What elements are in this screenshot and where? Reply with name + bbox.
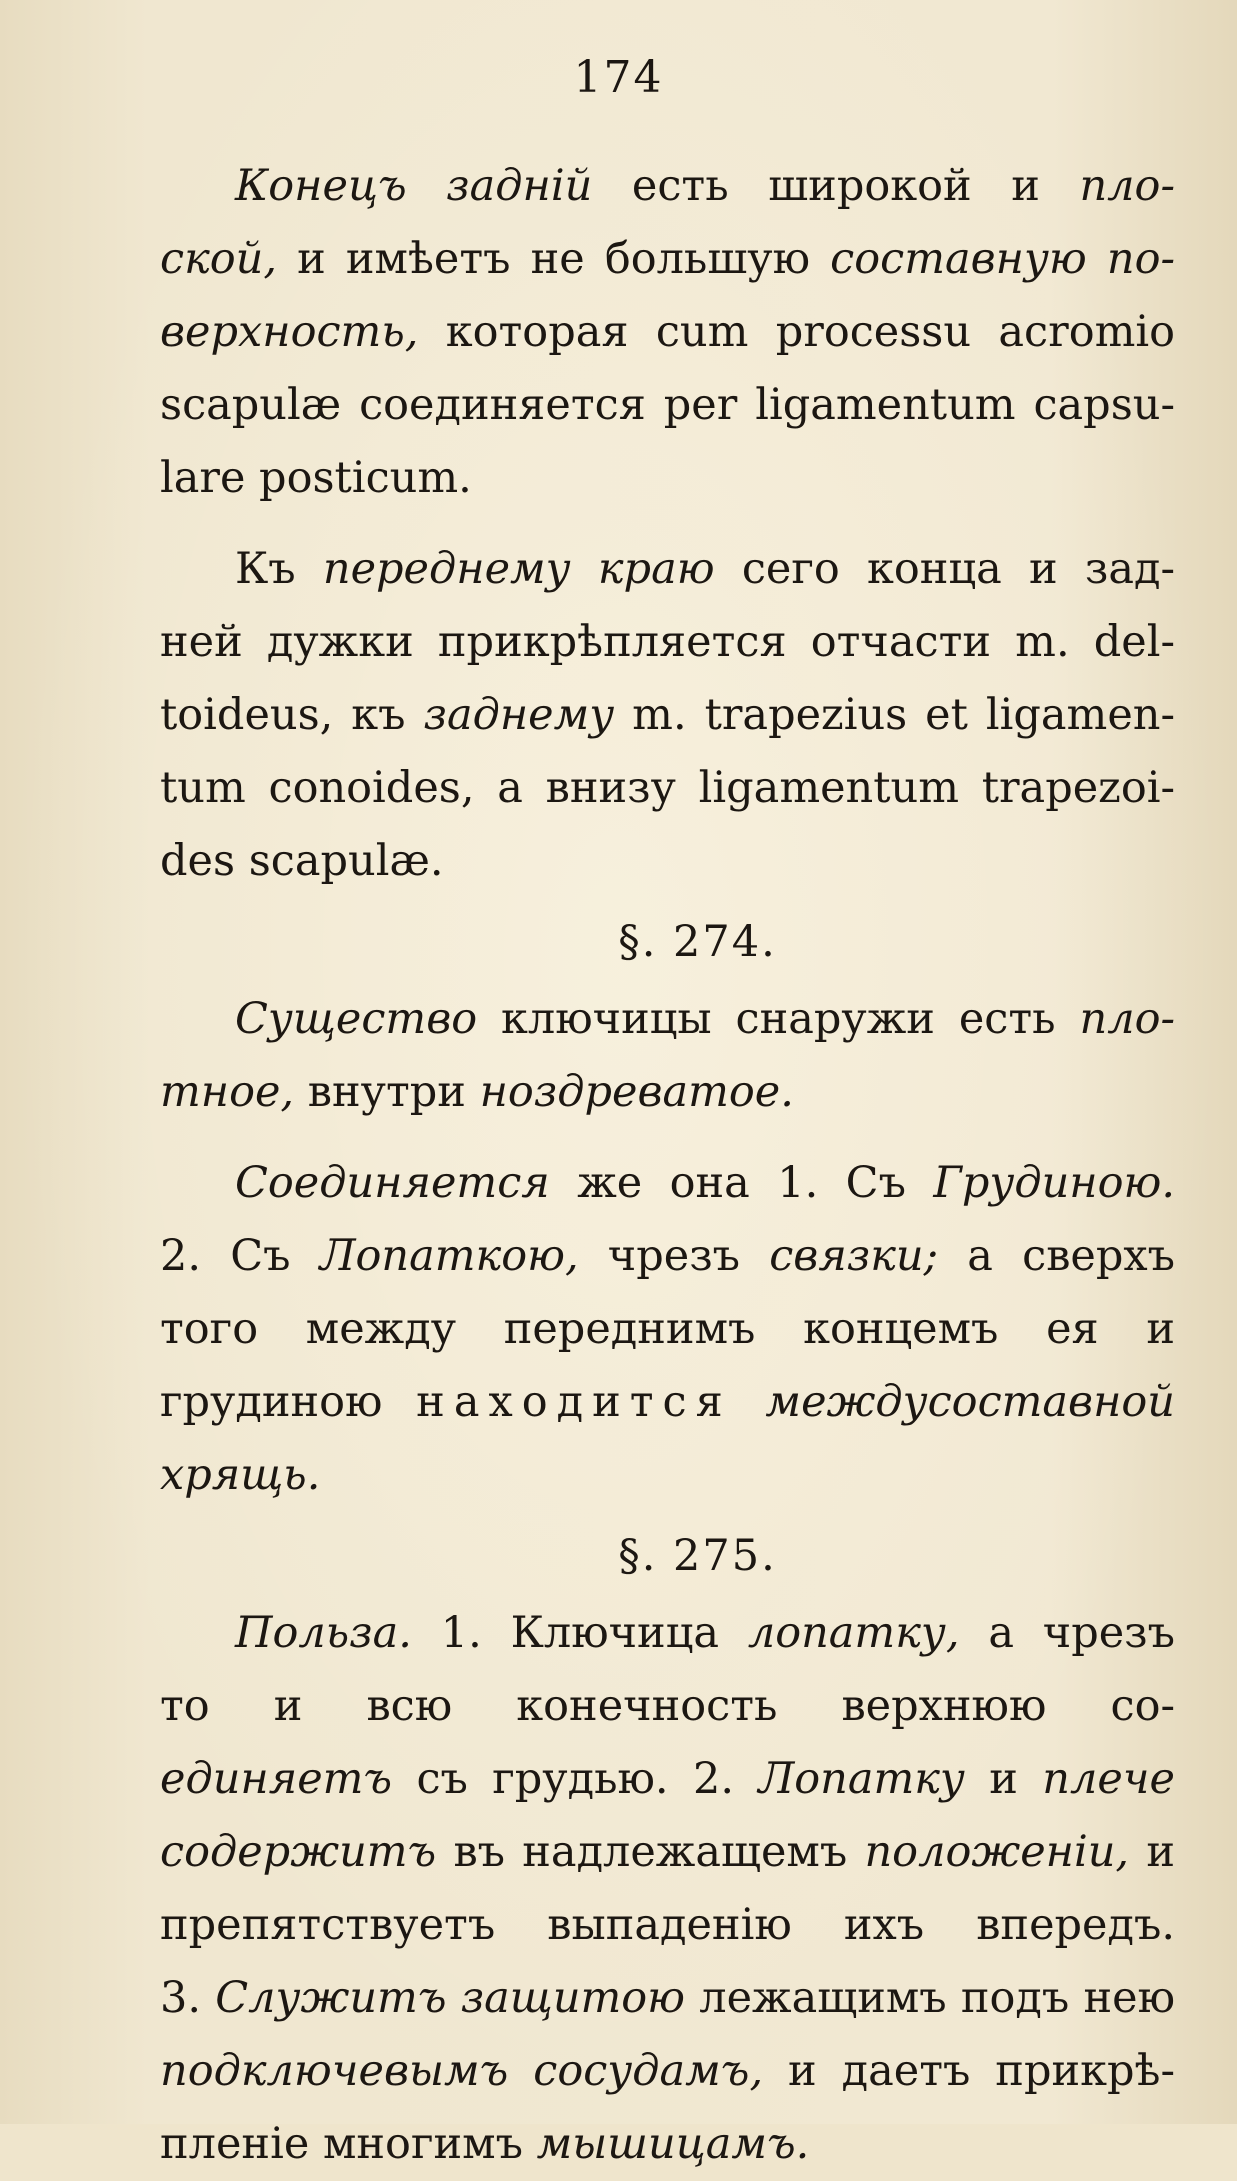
italic-term: Лопатку — [758, 1754, 965, 1804]
text-run: съ грудью. 2. — [392, 1754, 759, 1804]
text-line — [160, 1889, 1175, 1962]
text-line — [160, 442, 1175, 515]
text-run: есть широкой и — [592, 161, 1080, 211]
text-line — [160, 369, 1175, 442]
text-run: и — [1129, 1827, 1176, 1877]
text-line — [160, 533, 1175, 606]
text-line — [160, 223, 1175, 296]
italic-term: положеніи, — [864, 1827, 1130, 1877]
text-run: des scapulæ. — [160, 836, 444, 886]
italic-term: заднему — [423, 690, 615, 740]
text-run: лежащимъ подъ нею — [685, 1973, 1176, 2023]
text-run: Къ — [235, 544, 323, 594]
text-run: сего конца и зад- — [714, 544, 1175, 594]
text-run: которая cum processu acromio — [418, 307, 1175, 357]
text-run: m. trapezius et ligamen- — [614, 690, 1175, 740]
text-line — [160, 1743, 1175, 1816]
text-run: а чрезъ — [959, 1608, 1175, 1658]
text-run: находится — [416, 1377, 732, 1427]
italic-term: составную по- — [830, 234, 1175, 284]
italic-term: единяетъ — [160, 1754, 393, 1804]
text-run: же она 1. Съ — [549, 1158, 934, 1208]
text-line — [160, 679, 1175, 752]
text-line — [160, 825, 1175, 898]
text-run: внутри — [294, 1067, 480, 1117]
italic-term: связки; — [769, 1231, 939, 1281]
text-run: и имѣетъ не большую — [277, 234, 831, 284]
italic-term: междусоставной — [765, 1377, 1175, 1427]
italic-term: Служитъ защитою — [215, 1973, 686, 2023]
page-body — [160, 150, 1175, 2181]
text-run: 1. Ключица — [411, 1608, 748, 1658]
italic-term: хрящь. — [160, 1450, 321, 1500]
text-run: грудиною — [160, 1377, 417, 1427]
page-number: 174 — [573, 52, 664, 103]
text-line — [160, 2108, 1175, 2181]
text-run: 3. — [160, 1973, 216, 2023]
italic-term: Грудиною. — [933, 1158, 1175, 1208]
paragraph — [160, 1597, 1175, 2181]
italic-term: переднему краю — [322, 544, 715, 594]
section-275-body — [160, 1597, 1175, 2181]
italic-term: подключевымъ сосудамъ, — [160, 2046, 764, 2096]
text-line — [160, 150, 1175, 223]
text-line — [160, 1962, 1175, 2035]
section-heading-275: §. 275. — [618, 1531, 777, 1581]
text-line — [160, 1293, 1175, 1366]
italic-term: верхность, — [160, 307, 419, 357]
italic-term: плече — [1042, 1754, 1175, 1804]
italic-term: Польза. — [235, 1608, 412, 1658]
text-line — [160, 1220, 1175, 1293]
text-run: и — [964, 1754, 1043, 1804]
text-run: въ надлежащемъ — [436, 1827, 865, 1877]
italic-term: лопатку, — [747, 1608, 960, 1658]
text-run: пленіе многимъ — [160, 2119, 537, 2169]
text-run: того между переднимъ концемъ ея и — [160, 1304, 1175, 1354]
italic-term: Конецъ задній — [235, 161, 593, 211]
italic-term: ноздреватое. — [479, 1067, 794, 1117]
text-run: 2. Съ — [160, 1231, 320, 1281]
text-line — [160, 1056, 1175, 1129]
text-run: tum conoides, а внизу ligamentum trapezoi- — [160, 763, 1175, 813]
text-run: чрезъ — [578, 1231, 770, 1281]
text-line — [160, 1439, 1175, 1512]
italic-term: ской, — [160, 234, 278, 284]
text-run: то и всю конечность верхнюю со- — [160, 1681, 1175, 1731]
paragraph — [160, 1147, 1175, 1512]
section-heading-274: §. 274. — [618, 917, 777, 967]
paragraph — [160, 150, 1175, 515]
italic-term: Соединяется — [235, 1158, 550, 1208]
italic-term: мышицамъ. — [536, 2119, 810, 2169]
text-line — [160, 296, 1175, 369]
italic-term: пло- — [1079, 161, 1175, 211]
paragraph — [160, 533, 1175, 898]
text-run: ней дужки прикрѣпляется отчасти m. del- — [160, 617, 1175, 667]
text-line — [160, 1816, 1175, 1889]
text-line — [160, 752, 1175, 825]
text-line — [160, 1597, 1175, 1670]
text-run — [732, 1377, 766, 1427]
italic-term: тное, — [160, 1067, 295, 1117]
text-run: и даетъ прикрѣ- — [763, 2046, 1175, 2096]
italic-term: содержитъ — [160, 1827, 437, 1877]
text-line — [160, 1147, 1175, 1220]
text-line — [160, 606, 1175, 679]
text-line — [160, 1366, 1175, 1439]
text-line — [160, 983, 1175, 1056]
text-run: ключицы снаружи есть — [477, 994, 1080, 1044]
text-run: toideus, къ — [160, 690, 424, 740]
text-run: scapulæ соединяется per ligamentum capsu- — [160, 380, 1175, 430]
section-273-continuation — [160, 150, 1175, 898]
text-line — [160, 1670, 1175, 1743]
section-274-body — [160, 983, 1175, 1512]
text-run: а сверхъ — [938, 1231, 1175, 1281]
paragraph — [160, 983, 1175, 1129]
italic-term: Лопаткою, — [319, 1231, 579, 1281]
italic-term: пло- — [1079, 994, 1175, 1044]
text-run: lare posticum. — [160, 453, 472, 503]
italic-term: Существо — [235, 994, 478, 1044]
text-line — [160, 2035, 1175, 2108]
text-run: препятствуетъ выпаденію ихъ впередъ. — [160, 1900, 1175, 1950]
